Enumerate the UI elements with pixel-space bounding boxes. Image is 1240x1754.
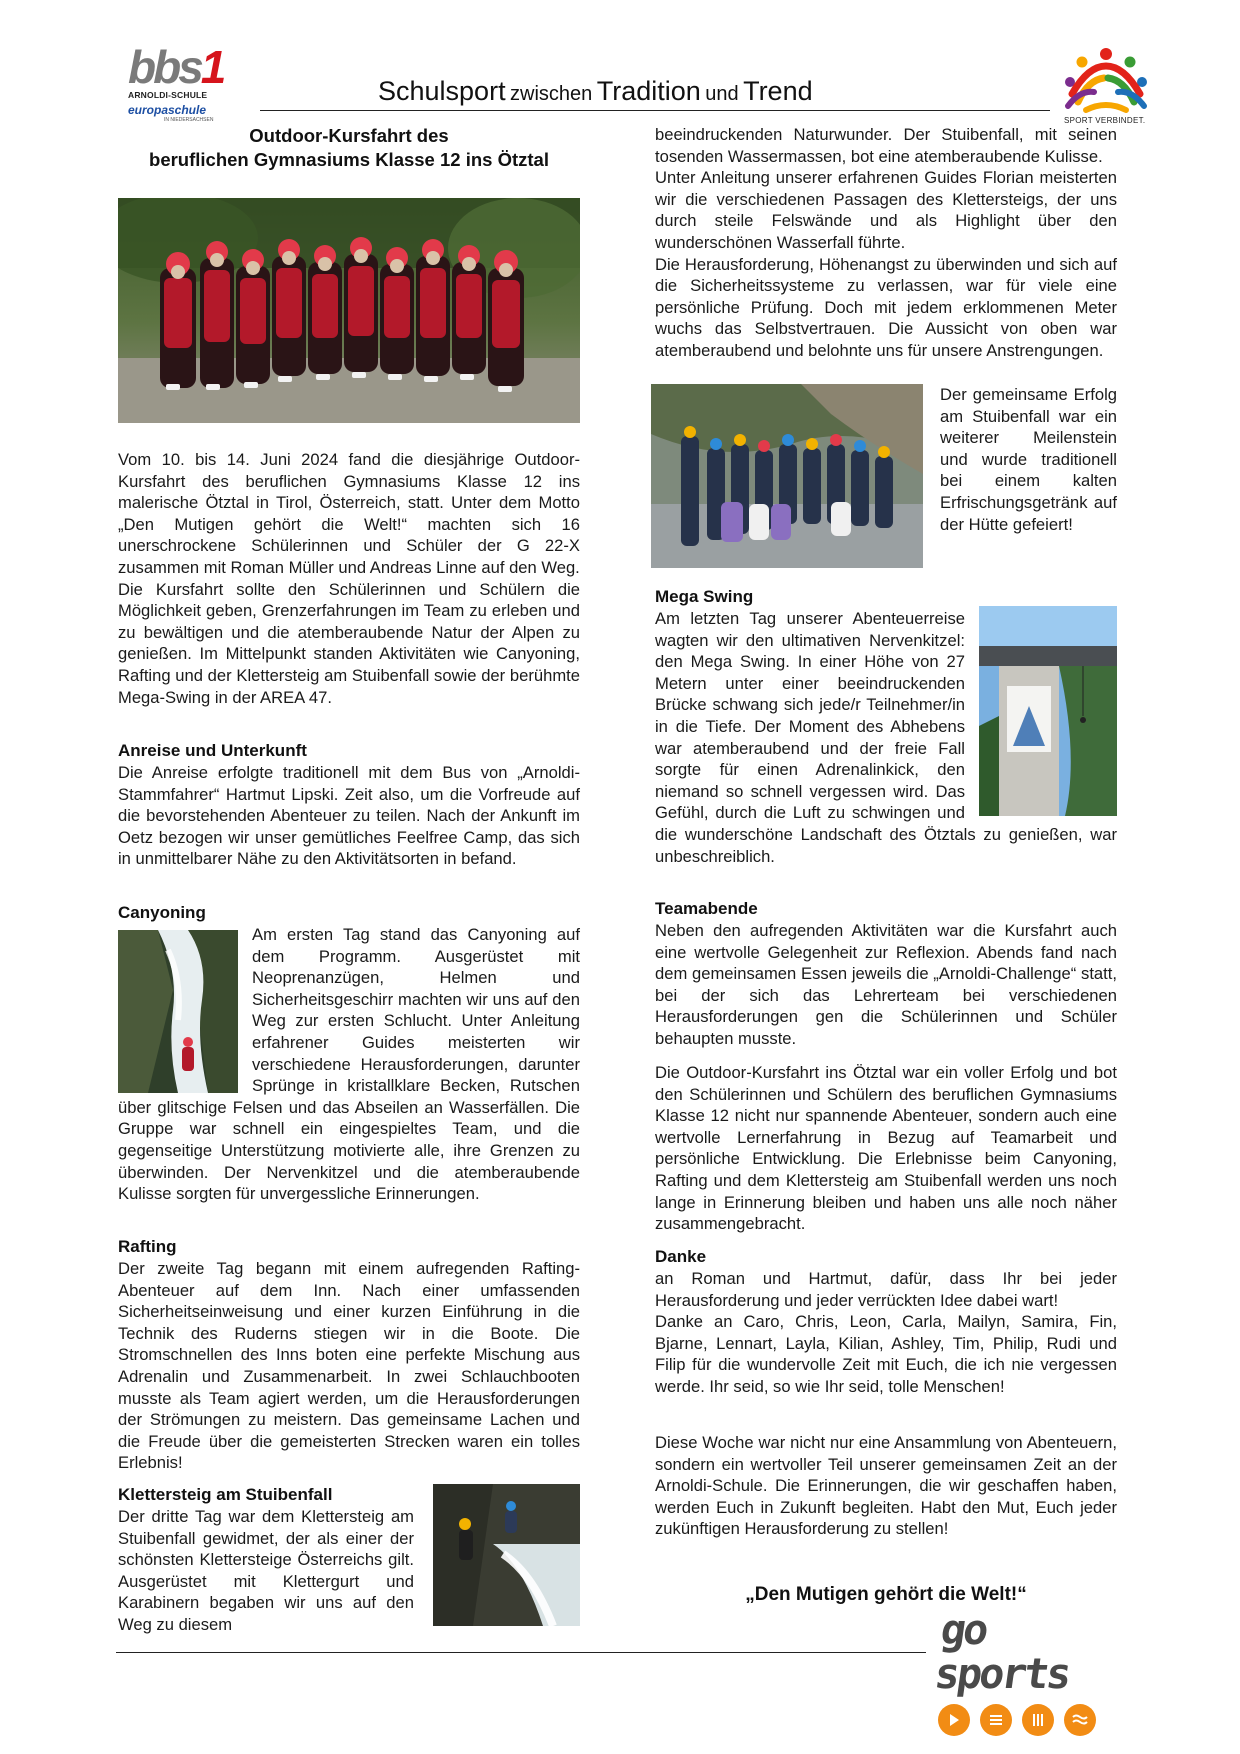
hoehenangst-paragraph: Die Herausforderung, Höhenangst zu überwinden und sich auf die Sicherheitssysteme zu verlassen, war für viele eine persönliche Prüfung. Doch mit jedem erklommenen Meter wuchs das Selbstvertrauen. Die Aussicht von oben war atemberaubend und belohnte uns für unsere Anstrengungen. [655, 254, 1117, 360]
page-header-title: Schulsport zwischen Tradition und Trend [378, 76, 813, 106]
teamabende-text: Neben den aufregenden Aktivitäten war die Kursfahrt auch eine wertvolle Gelegenheit zur Reflexion. Abends fand nach dem gemeinsamen Essen jeweils die „Arnoldi-Challenge“ statt, bei der sich das Lehrerteam bei verschiedenen Herausforderungen gen die Schülerinnen und Schüler behaupten musste. [655, 921, 1117, 1048]
group-photo-neoprene [118, 198, 580, 423]
closing-quote: „Den Mutigen gehört die Welt!“ [745, 1584, 1027, 1605]
go-sports-wordmark: go sports [931, 1605, 1073, 1698]
klettersteig-waterfall-photo [433, 1484, 580, 1626]
play-icon [938, 1704, 970, 1736]
footer-divider [116, 1652, 926, 1653]
logo-main-text: bbs [128, 41, 201, 93]
anreise-text: Die Anreise erfolgte traditionell mit dem Bus von „Arnoldi-Stammfahrer“ Hartmut Lipski. Zeit also, um die Vorfreude auf die bevorstehenden Abenteuer zu teilen. Nach der Ankunft im Oetz bezogen wir unser gemütliches Feelfree Camp, das sich in unmittelbarer Nähe zu den Aktivitätsorten in befand. [118, 763, 580, 869]
klettersteig-text-right: beeindruckenden Naturwunder. Der Stuibenfall, mit seinen tosenden Wassermassen, bot eine atemberaubende Kulisse. Unter Anleitung unserer erfahrenen Guides Florian meisterten wir die verschiedenen Passagen des Klettersteigs, der uns durch steile Felswände und als Highlight über den wunderschönen Wasserfall führte. Die Herausforderung, Höhenangst zu überwinden und sich auf die Sicherheitssysteme zu verlassen, war für viele eine persönliche Prüfung. Doch mit jedem erklommenen Meter wuchs das Selbstvertrauen. Die Aussicht von oben war atemberaubend und belohnte uns für unsere Anstrengungen. [655, 125, 1117, 360]
waves-icon [1064, 1704, 1096, 1736]
anreise-heading: Anreise und Unterkunft [118, 741, 307, 760]
klettersteig-heading: Klettersteig am Stuibenfall [118, 1485, 333, 1504]
logo-number: 1 [200, 41, 224, 93]
danke-heading: Danke [655, 1247, 707, 1266]
intro-paragraph-2: Die Kursfahrt sollte den Schülerinnen und Schülern die Möglichkeit geben, Grenzerfahrungen im Team zu erleben und zu bewältigen und die atemberaubende Natur der Alpen zu genießen. Im Mittelpunkt standen Aktivitäten wie Canyoning, Rafting und der Klettersteig am Stuibenfall sowie der berühmte Mega-Swing in der AREA 47. [118, 579, 580, 707]
menu-icon [980, 1704, 1012, 1736]
rafting-heading: Rafting [118, 1237, 177, 1256]
klettersteig-text-left: Der dritte Tag war dem Klettersteig am Stuibenfall gewidmet, der als einer der schönsten Klettersteige Österreichs gilt. Ausgerüstet mit Klettergurt und Karabinern begaben wir uns auf den Weg zu diesem [118, 1507, 414, 1634]
article-title: Outdoor-Kursfahrt des beruflichen Gymnasiums Klasse 12 ins Ötztal [149, 125, 549, 170]
megaswing-text: Am letzten Tag unserer Abenteuerreise wagten wir den ultimativen Nervenkitzel: den Mega Swing. In einer Höhe von 27 Metern unter einer beeindruckenden Brücke schwang sich jede/r Teilnehmer/in in die Tiefe. Der Moment des Abhebens war atemberaubend und der freie Fall sorgte für einen Adrenalinkick, den niemand so schnell vergessen wird. Das Gefühl, durch die Luft zu schwingen und die wunderschöne Landschaft des Ötztals zu genießen, war unbeschreiblich. [655, 609, 1117, 866]
teamabende-heading: Teamabende [655, 899, 758, 918]
woche-text: Diese Woche war nicht nur eine Ansammlung von Abenteuern, sondern ein wertvoller Teil unserer gemeinsamen Zeit an der Arnoldi-Schule. Die Erinnerungen, die wir geschaffen haben, werden Euch in Zukunft begleiten. Habt den Mut, Euch jeder zukünftigen Herausforderung zu stellen! [655, 1433, 1117, 1539]
go-sports-icons [938, 1704, 1138, 1736]
erfolg-text: Der gemeinsame Erfolg am Stuibenfall war ein weiterer Meilenstein und wurde traditionell bei einem kalten Erfrischungsgetränk auf der Hütte gefeiert! [940, 385, 1117, 534]
header-divider [260, 110, 1050, 111]
klettersteig-group-photo [651, 384, 923, 568]
rafting-text: Der zweite Tag begann mit einem aufregenden Rafting-Abenteuer auf dem Inn. Nach einer umfassenden Sicherheitseinweisung und einer kurzen Einführung in die Technik des Ruderns stiegen wir in die Boote. Die Stromschnellen des Inns boten eine perfekte Mischung aus Adrenalin und Zusammenarbeit. In zwei Schlauchbooten musste als Team agiert werden, um die Herausforderungen der Strömungen zu meistern. Das gemeinsame Lachen und die Freude über die gemeisterten Strecken waren ein tolles Erlebnis! [118, 1259, 580, 1473]
sport-verbindet-logo [1058, 44, 1158, 130]
bbs1-logo [128, 41, 248, 124]
logo-school-name: ARNOLDI-SCHULE [128, 90, 208, 100]
logo-europaschule: europaschule [128, 103, 207, 117]
intro-paragraph-1: Vom 10. bis 14. Juni 2024 fand die diesjährige Outdoor-Kursfahrt des beruflichen Gymnasiums Klasse 12 ins malerische Ötztal in Tirol, Österreich, statt. Unter dem Motto „Den Mutigen gehört die Welt!“ machten sich 16 unerschrockene Schülerinnen und Schüler der G 22-X zusammen mit Roman Müller und Andreas Linne auf den Weg. [118, 450, 580, 577]
megaswing-heading: Mega Swing [655, 587, 754, 606]
intro-text [118, 449, 580, 708]
danke-text: an Roman und Hartmut, dafür, dass Ihr bei jeder Herausforderung und jeder verrückten Idee dabei wart! Danke an Caro, Chris, Leon, Carla, Mailyn, Samira, Fin, Bjarne, Lennart, Layla, Kilian, Ashley, Tim, Philip, Rudi und Filip für die wundervolle Zeit mit Euch, die ich nie vergessen werde. Ihr seid, so wie Ihr seid, tolle Menschen! [655, 1269, 1117, 1396]
guides-paragraph: Unter Anleitung unserer erfahrenen Guides Florian meisterten wir die verschiedenen Passagen des Klettersteigs, der uns durch steile Felswände und als Highlight über den wunderschönen Wasserfall führte. [655, 168, 1117, 252]
sport-logo-caption: SPORT VERBINDET. [1064, 116, 1146, 125]
bars-icon [1022, 1704, 1054, 1736]
sport-figures-icon [1058, 44, 1154, 118]
logo-europaschule-sub: IN NIEDERSACHSEN [164, 117, 214, 123]
canyoning-heading: Canyoning [118, 903, 206, 922]
go-sports-logo [931, 1605, 1138, 1728]
canyoning-text: Am ersten Tag stand das Canyoning auf dem Programm. Ausgerüstet mit Neoprenanzügen, Helmen und Sicherheitsgeschirr machten wir uns auf den Weg zur ersten Schlucht. Unter Anleitung erfahrener Guides meisterten wir verschiedene Herausforderungen, darunter Sprünge in kristallklare Becken, Rutschen über glitschige Felsen und das Abseilen an Wasserfällen. Die Gruppe war schnell ein eingespieltes Team, und die gegenseitige Unterstützung motivierte alle, ihre Grenzen zu überwinden. Der Nervenkitzel und die atemberaubende Kulisse sorgten für unvergessliche Erinnerungen. [118, 925, 580, 1204]
fazit-text: Die Outdoor-Kursfahrt ins Ötztal war ein voller Erfolg und bot den Schülerinnen und Schülern des beruflichen Gymnasiums Klasse 12 nicht nur spannende Abenteuer, sondern auch eine wertvolle Lernerfahrung in Bezug auf Teamarbeit und persönliche Entwicklung. Die Erlebnisse beim Canyoning, Rafting und dem Klettersteig am Stuibenfall werden uns noch lange in Erinnerung bleiben und haben uns alle noch näher zusammengebracht. [655, 1063, 1117, 1234]
